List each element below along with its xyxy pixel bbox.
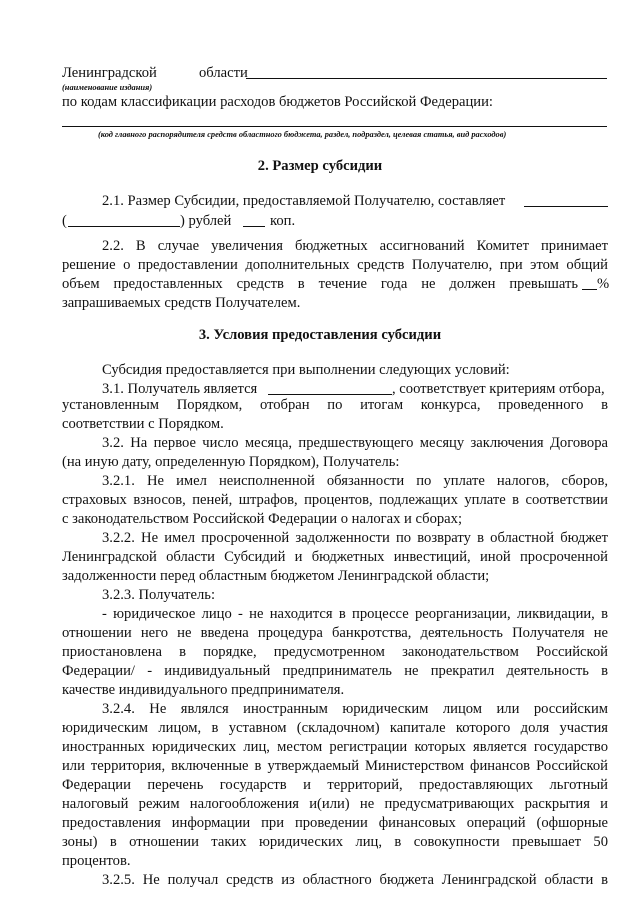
body-line: 3.2.4. Не являлся иностранным юридическим лицом или российским [102,701,608,717]
amount-words-blank [68,226,180,227]
code-underline [62,126,607,127]
percent-blank [582,289,597,290]
kopecks-blank [243,226,265,227]
amount-rubles: ) рублей [180,213,232,229]
section-2-p2-line3: объем предоставленных средств в течение года не должен превышать [62,276,578,292]
body-line: 3.2.5. Не получал средств из областного бюджета Ленинградской области в [102,872,608,888]
body-line: страховых взносов, пеней, штрафов, процентов, подлежащих уплате в соответствии [62,492,608,508]
region-word-1: Ленинградской [62,65,157,81]
body-line: 3.2. На первое число месяца, предшествующего месяцу заключения Договора [102,435,608,451]
body-line: соответствии с Порядком. [62,416,224,432]
section-3-title: 3. Условия предоставления субсидии [198,327,442,343]
body-line: 3.2.1. Не имел неисполненной обязанности по уплате налогов, сборов, [102,473,608,489]
clause-3-1-end: , соответствует критериям отбора, [392,381,605,397]
body-line: юридическим лицом, в уставном (складочном) капитале которого доля участия [62,720,608,736]
body-line: с законодательством Российской Федерации о налогах и сборах; [62,511,463,527]
body-line: задолженности перед областным бюджетом Ленинградской области; [62,568,490,584]
section-2-p2-line2: решение о предоставлении дополнительных средств Получателю, при этом общий [62,257,608,273]
code-caption: (код главного распорядителя средств областного бюджета, раздел, подраздел, целевая статья, вид расходов) [98,130,507,139]
amount-blank [524,206,608,207]
section-2-p2-line4: запрашиваемых средств Получателем. [62,295,301,311]
body-line: иностранных юридических лиц, местом регистрации которых является государство [62,739,608,755]
conditions-intro: Субсидия предоставляется при выполнении следующих условий: [102,362,510,378]
body-line: или территория, включенные в утверждаемый Министерством финансов Российской [62,758,608,774]
body-line: зоны) в отношении таких юридических лиц, в совокупности превышает 50 [62,834,608,850]
percent-sign: % [597,276,610,292]
section-2-p1-line1: 2.1. Размер Субсидии, предоставляемой Получателю, составляет [102,193,506,209]
body-line: налоговый режим налогообложения и(или) не предусматривающих раскрытия и [62,796,608,812]
body-line: приостановлена в порядке, предусмотренном законодательством Российской [62,644,608,660]
body-line: процентов. [62,853,131,869]
recipient-blank [268,394,392,395]
body-line: 3.2.3. Получатель: [102,587,215,603]
body-line: качестве индивидуального предпринимателя. [62,682,345,698]
amount-kopecks: коп. [270,213,296,229]
classification-line: по кодам классификации расходов бюджетов Российской Федерации: [62,94,493,110]
publication-underline [246,78,607,79]
body-line: Федерации перечень государств и территорий, предоставляющих льготный [62,777,608,793]
body-line: отношении него не введена процедура банкротства, деятельность Получателя не [62,625,608,641]
clause-3-1-start: 3.1. Получатель является [102,381,258,397]
section-2-title: 2. Размер субсидии [257,158,383,174]
body-line: Ленинградской области Субсидий и бюджетных инвестиций, иной просроченной [62,549,608,565]
amount-words-open: ( [62,213,67,229]
section-3-body [62,396,608,890]
body-line: Федерации/ - индивидуальный предприниматель не прекратил деятельность в [62,663,608,679]
publication-caption: (наименование издания) [62,83,153,92]
region-word-2: области [199,65,248,81]
body-line: 3.2.2. Не имел просроченной задолженности по возврату в областной бюджет [102,530,608,546]
body-line: предоставления информации при проведении финансовых операций (офшорные [62,815,608,831]
body-line: установленным Порядком, отобран по итогам конкурса, проведенного в [62,397,608,413]
section-2-p2-line1: 2.2. В случае увеличения бюджетных ассигнований Комитет принимает [102,238,608,254]
section-2-p2 [62,237,608,275]
body-line: - юридическое лицо - не находится в процессе реорганизации, ликвидации, в [102,606,608,622]
body-line: (на иную дату, определенную Порядком), Получатель: [62,454,400,470]
